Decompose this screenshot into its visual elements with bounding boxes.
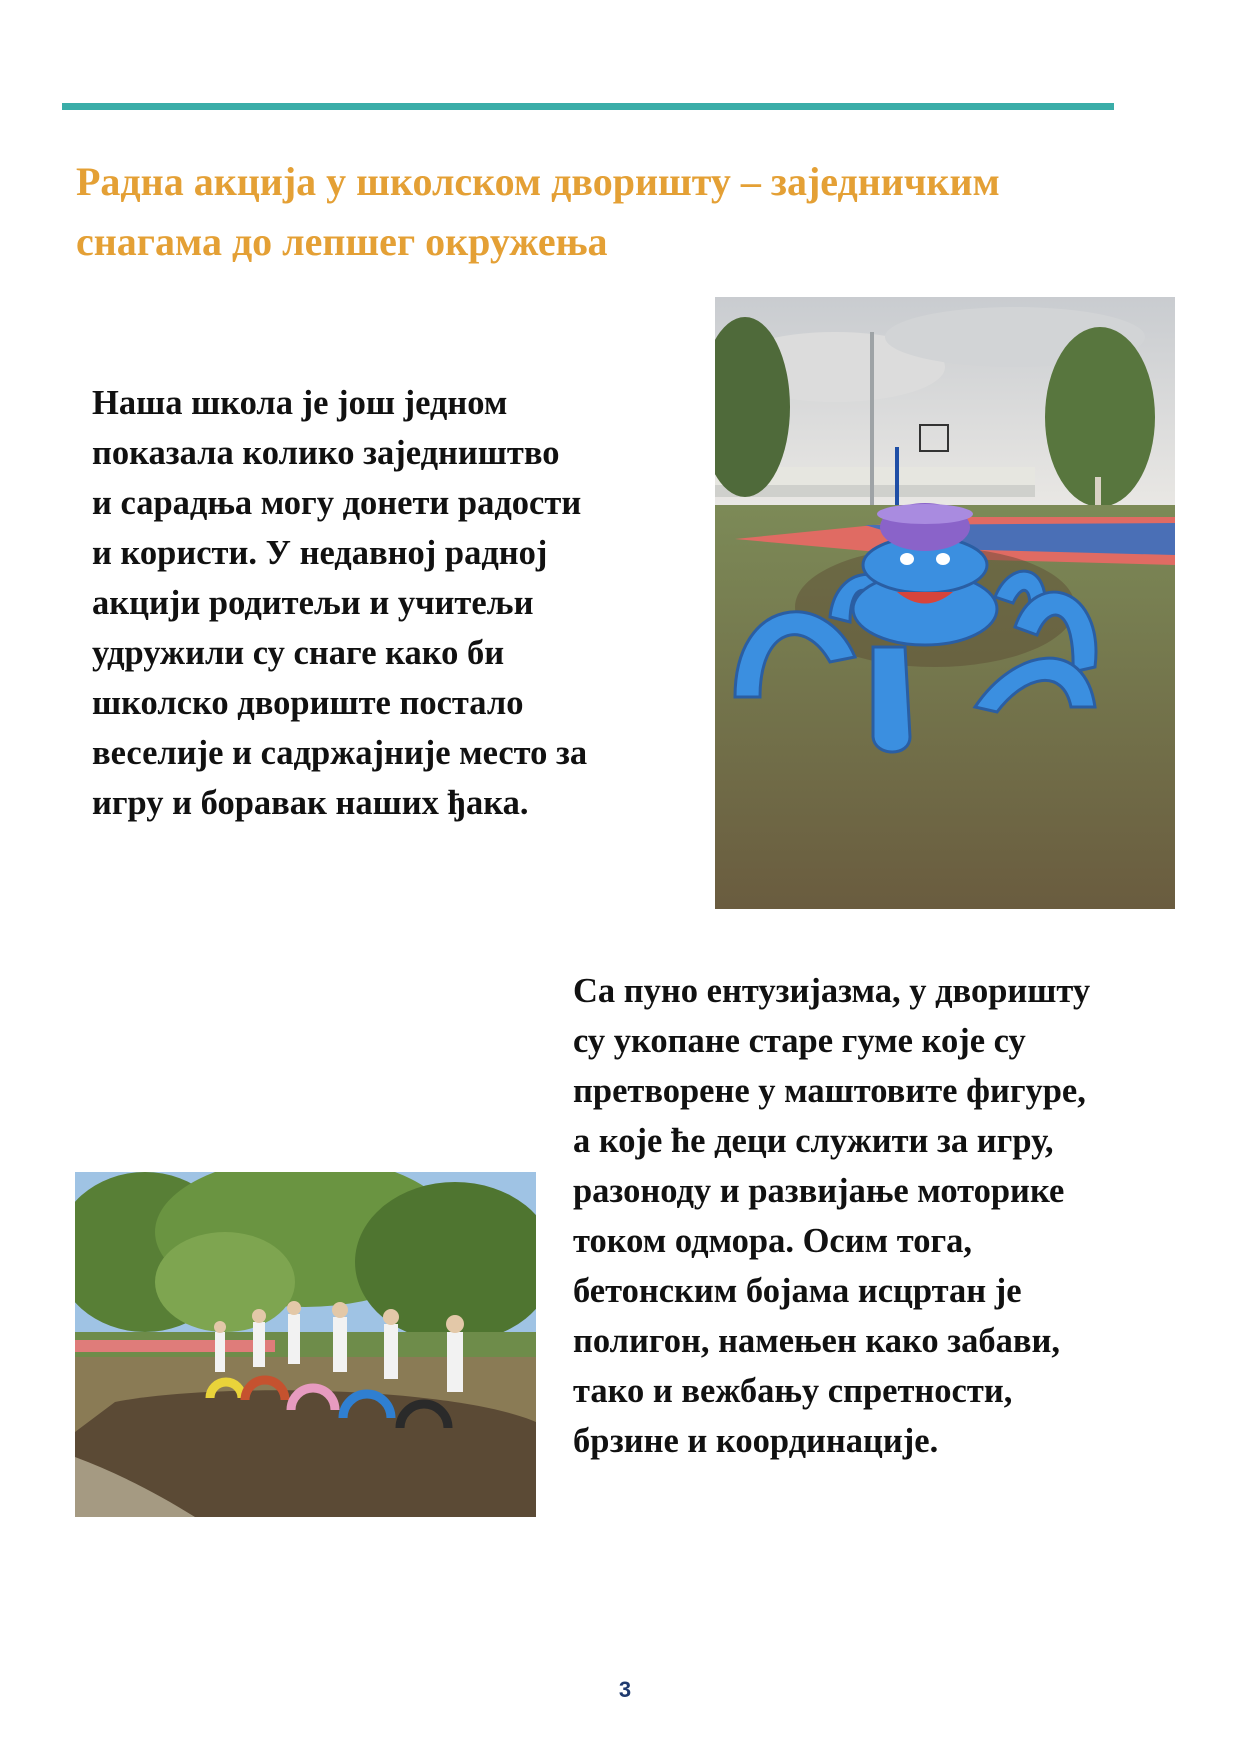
children-on-tires-photo	[75, 1172, 536, 1517]
paragraph-line: бетонским бојама исцртан је	[573, 1272, 1022, 1310]
page-title	[76, 152, 1176, 272]
paragraph-line: брзине и координације.	[573, 1422, 939, 1460]
paragraph-line: током одмора. Осим тога,	[573, 1222, 973, 1260]
paragraph-line: разоноду и развијање моторике	[573, 1172, 1065, 1210]
page-number: 3	[618, 1677, 632, 1702]
tires-paragraph	[573, 966, 1090, 1466]
paragraph-line: показала колико заједништво	[92, 434, 560, 472]
paragraph-line: претворене у маштовите фигуре,	[573, 1072, 1086, 1110]
intro-paragraph	[92, 378, 587, 828]
paragraph-line: и користи. У недавној радној	[92, 534, 548, 572]
paragraph-line: а које ће деци служити за игру,	[573, 1122, 1054, 1160]
paragraph-line: тако и вежбању спретности,	[573, 1372, 1013, 1410]
title-line: Радна акција у школском дворишту – заједничким	[76, 159, 1000, 204]
tire-octopus-illustration	[715, 297, 1175, 909]
paragraph-line: полигон, намењен како забави,	[573, 1322, 1060, 1360]
paragraph-line: веселије и садржајније место за	[92, 734, 588, 772]
title-line: снагама до лепшег окружења	[76, 219, 608, 264]
paragraph-line: удружили су снаге како би	[92, 634, 505, 672]
header-rule	[62, 103, 1114, 110]
paragraph-line: школско двориште постало	[92, 684, 524, 722]
paragraph-line: акцији родитељи и учитељи	[92, 584, 534, 622]
paragraph-line: игру и боравак наших ђака.	[92, 784, 529, 822]
paragraph-line: Наша школа је још једном	[92, 384, 508, 422]
tire-octopus-photo	[715, 297, 1175, 909]
paragraph-line: и сарадња могу донети радости	[92, 484, 582, 522]
paragraph-line: Са пуно ентузијазма, у дворишту	[573, 972, 1091, 1010]
paragraph-line: су укопане старе гуме које су	[573, 1022, 1026, 1060]
children-tires-illustration	[75, 1172, 536, 1517]
